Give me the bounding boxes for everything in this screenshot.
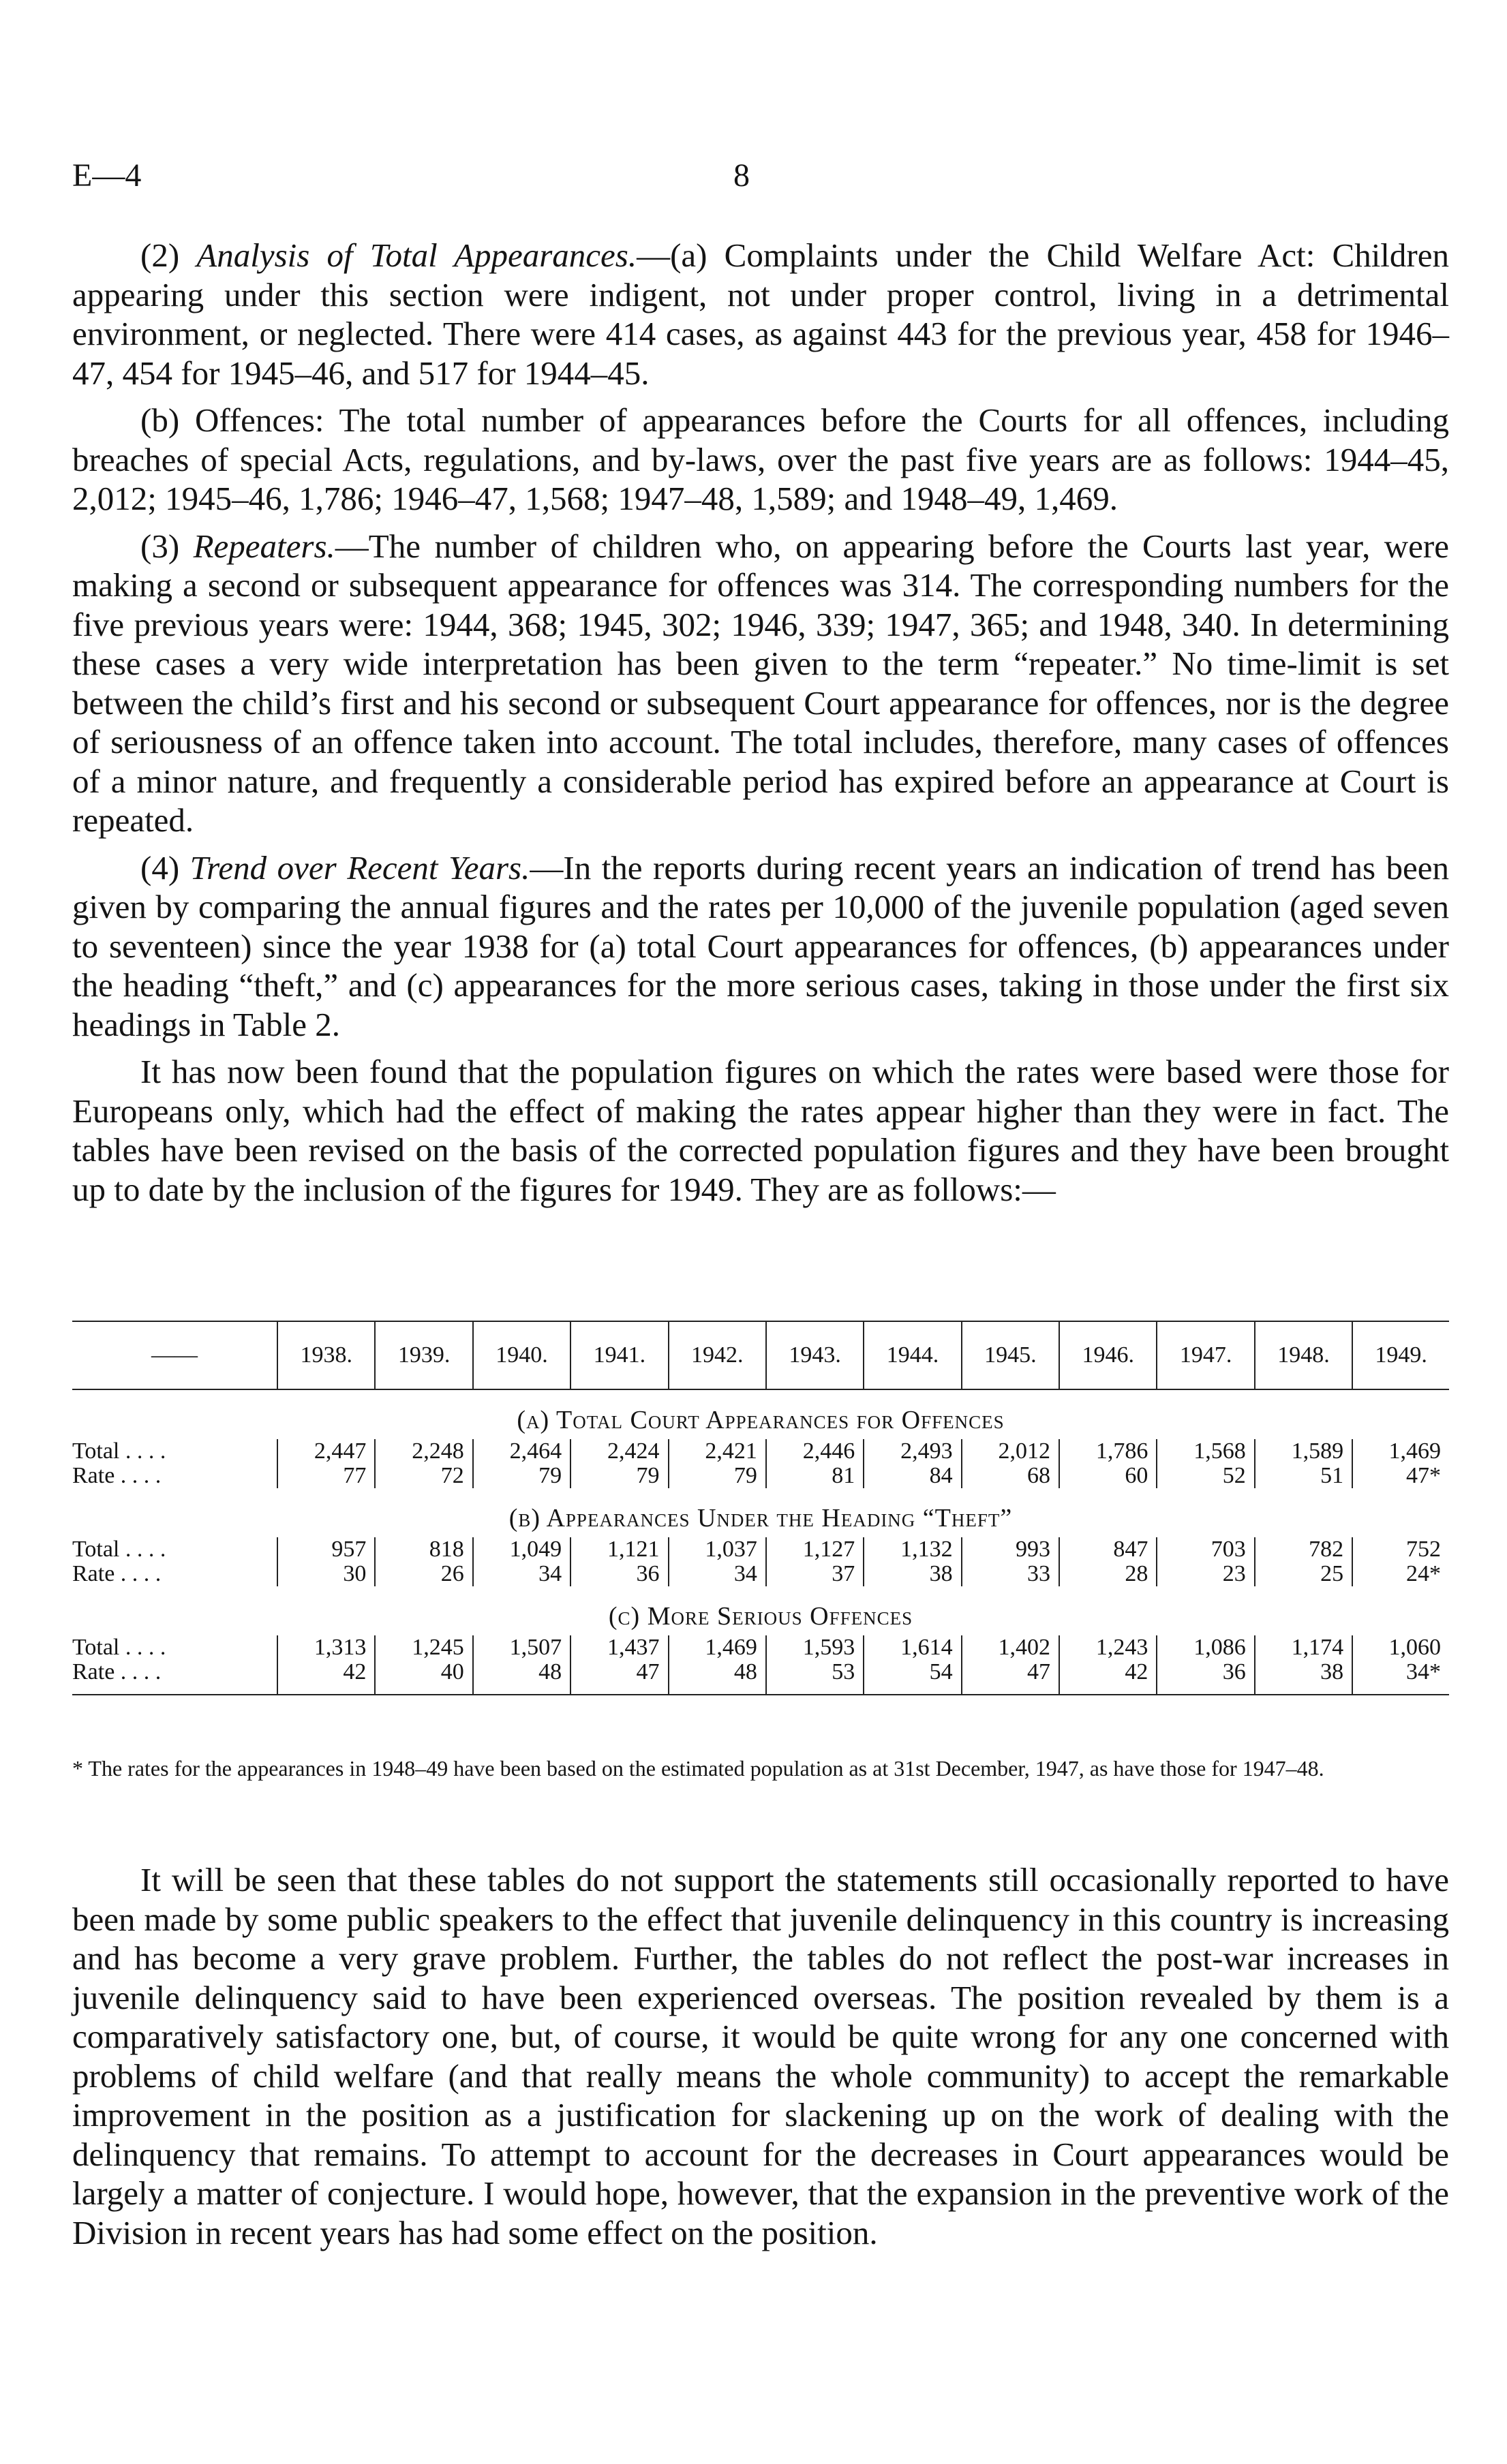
table-cell: 1,037 — [669, 1537, 766, 1562]
section-title-row — [72, 1488, 1449, 1537]
section-3-text: —The number of children who, on appearing before the Courts last year, were making a second or subsequent appearance for offences was 314. The corresponding numbers for the five previous years were: 1944, 368; 1945, 302; 1946, 339; 1947, 365; and 1948, 340. In determining these cases a very wide interpretation has been given to the term “repeater.” No time-limit is set between the child’s first and his second or subsequent Court appearance for offences, nor is the degree of seriousness of an offence taken into account. The total includes, therefore, many cases of offences of a minor nature, and frequently a considerable period has expired before an appearance at Court is repeated. — [72, 527, 1449, 839]
paragraph-3 — [72, 527, 1449, 840]
table-cell: 703 — [1157, 1537, 1254, 1562]
table-cell: 25 — [1255, 1562, 1352, 1586]
table-cell: 26 — [375, 1562, 472, 1586]
table-cell: 47 — [962, 1660, 1059, 1695]
table-cell: 2,421 — [669, 1439, 766, 1464]
table-cell: 36 — [570, 1562, 668, 1586]
section-number: (4) — [140, 848, 190, 887]
table-cell: 1,469 — [1352, 1439, 1449, 1464]
table-cell: 1,121 — [570, 1537, 668, 1562]
table-cell: 79 — [570, 1464, 668, 1488]
table-cell: 72 — [375, 1464, 472, 1488]
table-cell: 34 — [669, 1562, 766, 1586]
table-cell: 54 — [864, 1660, 961, 1695]
section-title-row — [72, 1389, 1449, 1439]
year-header: 1938. — [277, 1321, 375, 1389]
table-cell: 1,437 — [570, 1635, 668, 1660]
table-cell: 847 — [1059, 1537, 1157, 1562]
table-cell: 1,243 — [1059, 1635, 1157, 1660]
table-cell: 81 — [766, 1464, 864, 1488]
table-cell: 1,132 — [864, 1537, 961, 1562]
table-cell: 60 — [1059, 1464, 1157, 1488]
year-header: 1940. — [473, 1321, 570, 1389]
table-cell: 752 — [1352, 1537, 1449, 1562]
table-row-total — [72, 1635, 1449, 1660]
table-cell: 53 — [766, 1660, 864, 1695]
table-cell: 48 — [473, 1660, 570, 1695]
row-label: Rate . . . . — [72, 1463, 162, 1488]
body-intro — [72, 236, 1449, 1209]
table-cell: 34* — [1352, 1660, 1449, 1695]
table-cell: 42 — [1059, 1660, 1157, 1695]
row-label: Total . . . . — [72, 1537, 166, 1562]
row-label: Total . . . . — [72, 1635, 166, 1660]
section-3-title: Repeaters. — [193, 527, 335, 565]
section-4-text: —In the reports during recent years an indication of trend has been given by comparing the annual figures and the rates per 10,000 of the juvenile population (aged seven to seventeen) since the year 1938 for (a) total Court appearances for offences, (b) appearances under the heading “theft,” and (c) appearances for the more serious cases, taking in those under the first six headings in Table 2. — [72, 848, 1450, 1043]
row-label: Rate . . . . — [72, 1660, 277, 1695]
table-cell: 782 — [1255, 1537, 1352, 1562]
year-header: 1942. — [669, 1321, 766, 1389]
section-4-title: Trend over Recent Years. — [189, 848, 530, 887]
table-row-total — [72, 1439, 1449, 1464]
table-cell: 993 — [962, 1537, 1059, 1562]
table-cell: 1,568 — [1157, 1439, 1254, 1464]
year-header: 1947. — [1157, 1321, 1254, 1389]
row-label: Rate . . . . — [72, 1561, 162, 1586]
table-cell: 23 — [1157, 1562, 1254, 1586]
paragraph-2a — [72, 236, 1449, 392]
table-cell: 24* — [1352, 1562, 1449, 1586]
paragraph-2b: (b) Offences: The total number of appearances before the Courts for all offences, including breaches of special Acts, regulations, and by-laws, over the past five years are as follows: 1944–45, 2,012; 1945–46, 1,786; 1946–47, 1,568; 1947–48, 1,589; and 1948–49, 1,469. — [72, 401, 1449, 517]
table-body — [72, 1389, 1449, 1695]
table-section-title: (a) Total Court Appearances for Offences — [517, 1406, 1005, 1434]
appearances-table — [72, 1321, 1449, 1695]
year-header: 1939. — [375, 1321, 472, 1389]
table-cell: 2,493 — [864, 1439, 961, 1464]
table-cell: 68 — [962, 1464, 1059, 1488]
table-cell: 2,464 — [473, 1439, 570, 1464]
table-cell: 77 — [277, 1464, 375, 1488]
table-cell: 1,313 — [277, 1635, 375, 1660]
year-header: 1949. — [1352, 1321, 1449, 1389]
table-cell: 2,446 — [766, 1439, 864, 1464]
table-row-total — [72, 1537, 1449, 1562]
table-cell: 2,447 — [277, 1439, 375, 1464]
year-header: 1941. — [570, 1321, 668, 1389]
corner-cell: —— — [72, 1321, 277, 1389]
table-cell: 1,402 — [962, 1635, 1059, 1660]
section-2a-text: Complaints under the Child Welfare Act: Children appearing under this section were indigent, not under proper control, living in a detrimental environment, or neglected. There were 414 cases, as against 443 for the previous year, 458 for 1946–47, 454 for 1945–46, and 517 for 1944–45. — [72, 236, 1449, 392]
table-cell: 1,507 — [473, 1635, 570, 1660]
table-cell: 957 — [277, 1537, 375, 1562]
section-2a-label: —(a) — [637, 236, 725, 274]
table-cell: 1,060 — [1352, 1635, 1449, 1660]
table-cell: 84 — [864, 1464, 961, 1488]
year-header: 1946. — [1059, 1321, 1157, 1389]
table-cell: 1,593 — [766, 1635, 864, 1660]
section-number: (3) — [140, 527, 194, 565]
closing-paragraph: It will be seen that these tables do not support the statements still occasionally reported to have been made by some public speakers to the effect that juvenile delinquency in this country is increasing and has become a very grave problem. Further, the tables do not reflect the post-war increases in juvenile delinquency said to have been experienced overseas. The position revealed by them is a comparatively satisfactory one, but, of course, it would be quite wrong for any one concerned with problems of child welfare (and that really means the whole community) to accept the remarkable improvement in the position as a justification for slackening up on the work of dealing with the delinquency that remains. To attempt to account for the decreases in Court appearances would be largely a matter of conjecture. I would hope, however, that the expansion in the preventive work of the Division in recent years has had some effect on the position. — [72, 1861, 1449, 2251]
table-cell: 47* — [1352, 1464, 1449, 1488]
table-cell: 1,086 — [1157, 1635, 1254, 1660]
year-header: 1943. — [766, 1321, 864, 1389]
table-cell: 37 — [766, 1562, 864, 1586]
table-section-title: (c) More Serious Offences — [608, 1602, 913, 1631]
table-cell: 40 — [375, 1660, 472, 1695]
year-header-row — [72, 1321, 1449, 1389]
table-cell: 1,245 — [375, 1635, 472, 1660]
table-section-title: (b) Appearances Under the Heading “Theft” — [508, 1504, 1013, 1533]
table-cell: 36 — [1157, 1660, 1254, 1695]
table-cell: 1,469 — [669, 1635, 766, 1660]
table-cell: 38 — [864, 1562, 961, 1586]
row-label: Total . . . . — [72, 1438, 166, 1464]
table-cell: 48 — [669, 1660, 766, 1695]
table-cell: 1,049 — [473, 1537, 570, 1562]
table-cell: 38 — [1255, 1660, 1352, 1695]
paragraph-4 — [72, 848, 1449, 1045]
table-cell: 33 — [962, 1562, 1059, 1586]
table-cell: 47 — [570, 1660, 668, 1695]
table-cell: 2,424 — [570, 1439, 668, 1464]
table-cell: 42 — [277, 1660, 375, 1695]
table-cell: 52 — [1157, 1464, 1254, 1488]
table-cell: 51 — [1255, 1464, 1352, 1488]
section-title-row — [72, 1586, 1449, 1635]
body-closing — [72, 1860, 1449, 2252]
table-cell: 2,248 — [375, 1439, 472, 1464]
section-2-title: Analysis of Total Appearances. — [196, 236, 637, 274]
page-number: 8 — [733, 157, 750, 194]
table-cell: 1,127 — [766, 1537, 864, 1562]
table-cell: 79 — [473, 1464, 570, 1488]
paragraph-4b: It has now been found that the population figures on which the rates were based were those for Europeans only, which had the effect of making the rates appear higher than they were in fact. The tables have been revised on the basis of the corrected population figures and they have been brought up to date by the inclusion of the figures for 1949. They are as follows:— — [72, 1053, 1449, 1208]
table-cell: 34 — [473, 1562, 570, 1586]
year-header: 1948. — [1255, 1321, 1352, 1389]
year-header: 1945. — [962, 1321, 1059, 1389]
table-cell: 818 — [375, 1537, 472, 1562]
table-row-rate — [72, 1464, 1449, 1488]
table-cell: 28 — [1059, 1562, 1157, 1586]
table-row-rate — [72, 1660, 1449, 1695]
table-cell: 30 — [277, 1562, 375, 1586]
section-number: (2) — [140, 236, 197, 274]
table-cell: 79 — [669, 1464, 766, 1488]
year-header: 1944. — [864, 1321, 961, 1389]
table-cell: 1,786 — [1059, 1439, 1157, 1464]
table-cell: 1,174 — [1255, 1635, 1352, 1660]
table-cell: 1,614 — [864, 1635, 961, 1660]
table-cell: 2,012 — [962, 1439, 1059, 1464]
footnote: * The rates for the appearances in 1948–49 have been based on the estimated population as at 31st December, 1947, as have those for 1947–48. — [72, 1756, 1324, 1781]
table-cell: 1,589 — [1255, 1439, 1352, 1464]
table-row-rate — [72, 1562, 1449, 1586]
report-code: E—4 — [72, 157, 142, 194]
